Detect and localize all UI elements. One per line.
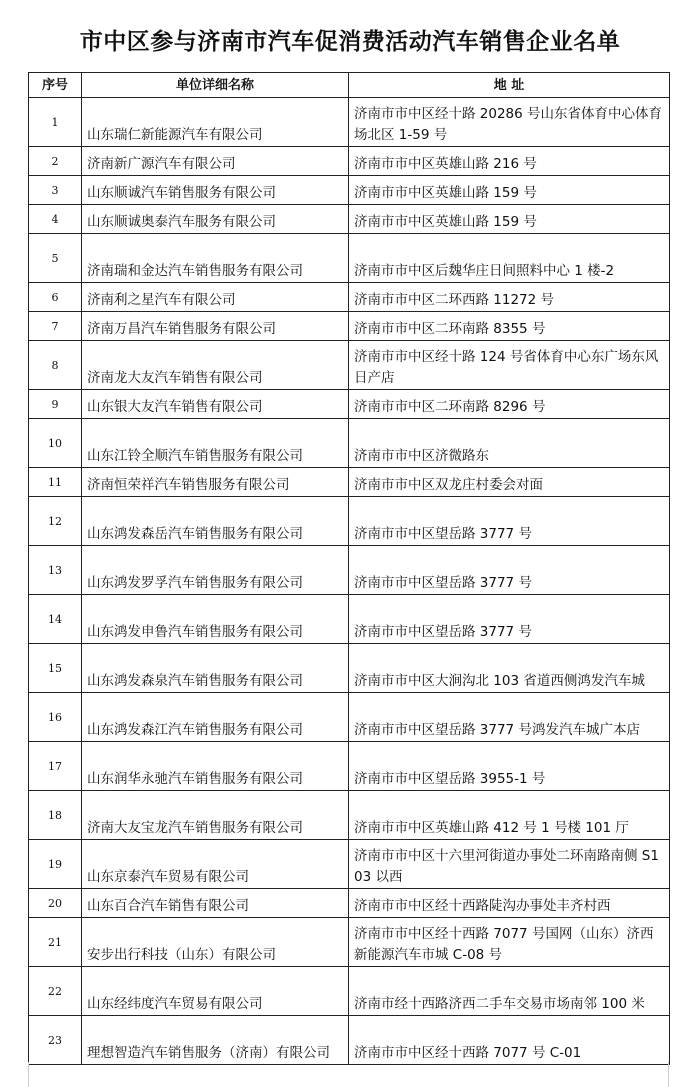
row-name: 济南恒荣祥汽车销售服务有限公司 (82, 468, 349, 497)
row-name: 山东鸿发森岳汽车销售服务有限公司 (82, 497, 349, 546)
row-num: 15 (29, 644, 82, 693)
row-num: 23 (29, 1016, 82, 1065)
table-row (29, 468, 670, 497)
table-row (29, 644, 670, 693)
row-address: 济南市市中区望岳路 3955-1 号 (349, 742, 670, 791)
table-row (29, 918, 670, 967)
page-edge-left (28, 1062, 29, 1087)
header-address: 地 址 (349, 73, 670, 98)
row-address: 济南市市中区经十西路 7077 号 C-01 (349, 1016, 670, 1065)
table-row (29, 497, 670, 546)
row-address: 济南市市中区英雄山路 159 号 (349, 205, 670, 234)
row-name: 山东百合汽车销售有限公司 (82, 889, 349, 918)
row-num: 6 (29, 283, 82, 312)
row-address: 济南市市中区经十路 124 号省体育中心东广场东风日产店 (349, 341, 670, 390)
row-address: 济南市市中区济微路东 (349, 419, 670, 468)
row-name: 山东经纬度汽车贸易有限公司 (82, 967, 349, 1016)
table-row (29, 283, 670, 312)
row-address: 济南市市中区后魏华庄日间照料中心 1 楼-2 (349, 234, 670, 283)
table-row (29, 176, 670, 205)
row-name: 山东京泰汽车贸易有限公司 (82, 840, 349, 889)
row-num: 21 (29, 918, 82, 967)
table-row (29, 595, 670, 644)
row-num: 22 (29, 967, 82, 1016)
row-num: 10 (29, 419, 82, 468)
row-address: 济南市市中区双龙庄村委会对面 (349, 468, 670, 497)
row-name: 安步出行科技（山东）有限公司 (82, 918, 349, 967)
row-name: 济南大友宝龙汽车销售服务有限公司 (82, 791, 349, 840)
row-address: 济南市市中区二环南路 8355 号 (349, 312, 670, 341)
table-row (29, 889, 670, 918)
table-row (29, 693, 670, 742)
row-name: 理想智造汽车销售服务（济南）有限公司 (82, 1016, 349, 1065)
row-num: 12 (29, 497, 82, 546)
row-name: 山东银大友汽车销售有限公司 (82, 390, 349, 419)
row-name: 山东鸿发森泉汽车销售服务有限公司 (82, 644, 349, 693)
dealer-table (28, 72, 670, 1065)
table-row (29, 1016, 670, 1065)
table-header-row (29, 73, 670, 98)
row-address: 济南市市中区经十西路陡沟办事处丰齐村西 (349, 889, 670, 918)
row-name: 济南龙大友汽车销售有限公司 (82, 341, 349, 390)
row-address: 济南市市中区二环西路 11272 号 (349, 283, 670, 312)
row-num: 3 (29, 176, 82, 205)
row-num: 9 (29, 390, 82, 419)
row-name: 济南万昌汽车销售服务有限公司 (82, 312, 349, 341)
row-name: 济南新广源汽车有限公司 (82, 147, 349, 176)
row-address: 济南市市中区二环南路 8296 号 (349, 390, 670, 419)
row-address: 济南市市中区英雄山路 412 号 1 号楼 101 厅 (349, 791, 670, 840)
row-address: 济南市市中区经十西路 7077 号国网（山东）济西新能源汽车市城 C-08 号 (349, 918, 670, 967)
table-row (29, 234, 670, 283)
row-num: 7 (29, 312, 82, 341)
table-row (29, 791, 670, 840)
table-row (29, 742, 670, 791)
table-row (29, 546, 670, 595)
row-address: 济南市市中区英雄山路 159 号 (349, 176, 670, 205)
row-address: 济南市市中区望岳路 3777 号 (349, 497, 670, 546)
row-num: 5 (29, 234, 82, 283)
table-row (29, 840, 670, 889)
row-num: 17 (29, 742, 82, 791)
row-name: 山东鸿发申鲁汽车销售服务有限公司 (82, 595, 349, 644)
row-name: 山东顺诚奥泰汽车服务有限公司 (82, 205, 349, 234)
table-row (29, 390, 670, 419)
row-address: 济南市市中区经十路 20286 号山东省体育中心体育场北区 1-59 号 (349, 98, 670, 147)
page-edge-right (668, 1062, 669, 1087)
row-num: 16 (29, 693, 82, 742)
page-title: 市中区参与济南市汽车促消费活动汽车销售企业名单 (79, 29, 621, 55)
row-address: 济南市经十西路济西二手车交易市场南邻 100 米 (349, 967, 670, 1016)
header-num: 序号 (29, 73, 82, 98)
row-address: 济南市市中区大涧沟北 103 省道西侧鸿发汽车城 (349, 644, 670, 693)
row-address: 济南市市中区望岳路 3777 号 (349, 595, 670, 644)
row-address: 济南市市中区望岳路 3777 号 (349, 546, 670, 595)
row-name: 济南瑞和金达汽车销售服务有限公司 (82, 234, 349, 283)
row-name: 山东鸿发森江汽车销售服务有限公司 (82, 693, 349, 742)
row-num: 20 (29, 889, 82, 918)
row-name: 山东顺诚汽车销售服务有限公司 (82, 176, 349, 205)
row-num: 11 (29, 468, 82, 497)
row-num: 2 (29, 147, 82, 176)
row-address: 济南市市中区十六里河街道办事处二环南路南侧 S103 以西 (349, 840, 670, 889)
row-num: 4 (29, 205, 82, 234)
table-row (29, 205, 670, 234)
row-num: 1 (29, 98, 82, 147)
row-address: 济南市市中区望岳路 3777 号鸿发汽车城广本店 (349, 693, 670, 742)
row-num: 14 (29, 595, 82, 644)
row-address: 济南市市中区英雄山路 216 号 (349, 147, 670, 176)
row-name: 山东江铃全顺汽车销售服务有限公司 (82, 419, 349, 468)
row-num: 18 (29, 791, 82, 840)
table-row (29, 147, 670, 176)
row-num: 8 (29, 341, 82, 390)
row-name: 山东润华永驰汽车销售服务有限公司 (82, 742, 349, 791)
table-row (29, 98, 670, 147)
table-row (29, 341, 670, 390)
row-num: 19 (29, 840, 82, 889)
row-name: 济南利之星汽车有限公司 (82, 283, 349, 312)
row-name: 山东鸿发罗孚汽车销售服务有限公司 (82, 546, 349, 595)
header-name: 单位详细名称 (82, 73, 349, 98)
table-row (29, 967, 670, 1016)
table-row (29, 419, 670, 468)
row-num: 13 (29, 546, 82, 595)
table-row (29, 312, 670, 341)
row-name: 山东瑞仁新能源汽车有限公司 (82, 98, 349, 147)
